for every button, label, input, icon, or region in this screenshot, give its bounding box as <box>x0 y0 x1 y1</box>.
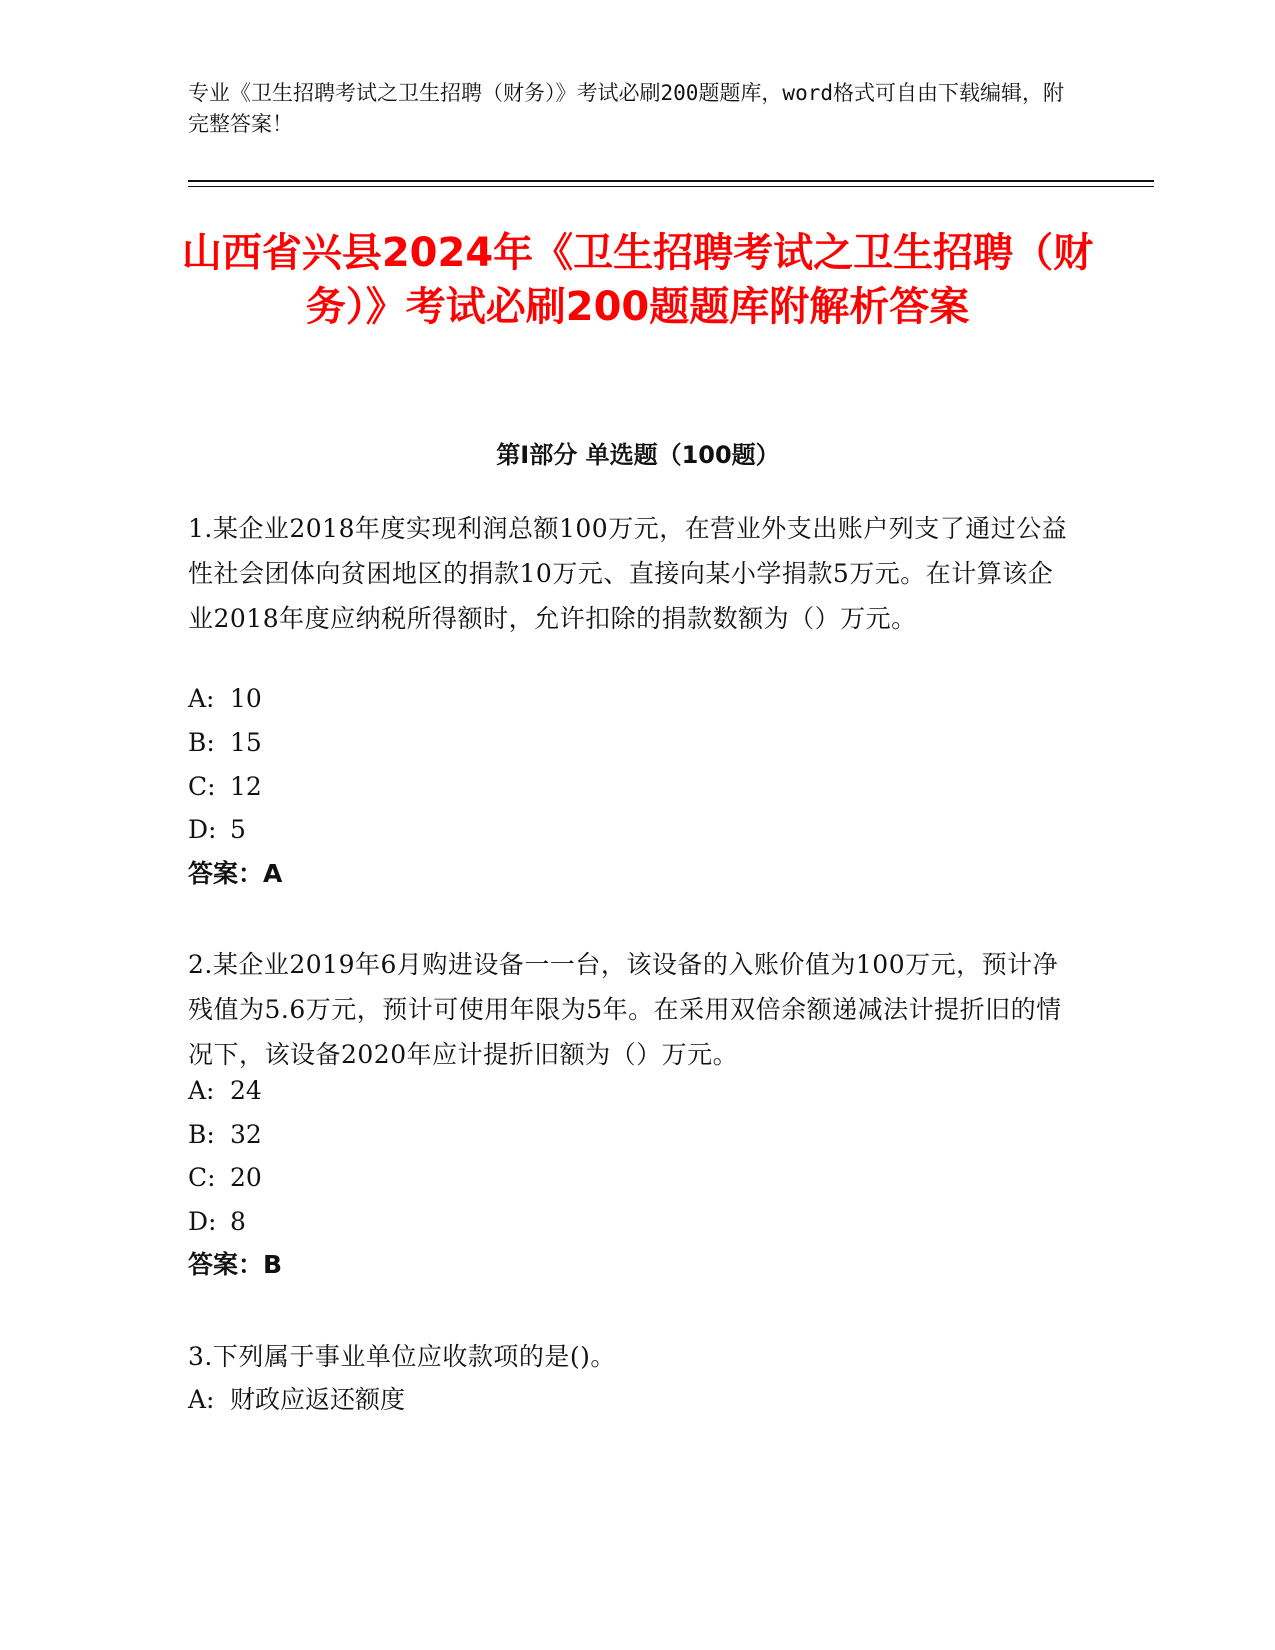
option-label: A: <box>188 1076 215 1105</box>
option-text: 20 <box>230 1163 262 1192</box>
option-text: 32 <box>230 1120 262 1149</box>
question-answer: 答案：A <box>188 859 283 888</box>
question-option <box>188 1383 1068 1417</box>
option-label: A: <box>188 1385 215 1414</box>
question-option <box>188 1161 1068 1195</box>
option-text: 10 <box>230 684 262 713</box>
option-text: 财政应返还额度 <box>230 1385 406 1414</box>
question-stem: 3.下列属于事业单位应收款项的是()。 <box>188 1342 616 1371</box>
option-label: B: <box>188 728 215 757</box>
question-option <box>188 813 1068 847</box>
option-text: 12 <box>230 772 262 801</box>
option-label: B: <box>188 1120 215 1149</box>
question-option <box>188 726 1068 760</box>
option-text: 24 <box>230 1076 262 1105</box>
question-stem: 2.某企业2019年6月购进设备一一台，该设备的入账价值为100万元，预计净残值为5.6万元，预计可使用年限为5年。在采用双倍余额递减法计提折旧的情况下，该设备2020年应计提折旧额为（）万元。 <box>188 950 1062 1069</box>
option-label: D: <box>188 1207 217 1236</box>
option-text: 5 <box>230 815 246 844</box>
option-text: 15 <box>230 728 262 757</box>
question-option <box>188 770 1068 804</box>
option-label: C: <box>188 1163 216 1192</box>
question-option <box>188 682 1068 716</box>
question-option <box>188 1205 1068 1239</box>
question-answer: 答案：B <box>188 1250 283 1279</box>
section-title: 第Ⅰ部分 单选题（100题） <box>496 441 780 469</box>
header-note: 专业《卫生招聘考试之卫生招聘（财务）》考试必刷200题题库，word格式可自由下载编辑，附完整答案！ <box>188 81 1064 136</box>
question-option <box>188 1118 1068 1152</box>
question-stem: 1.某企业2018年度实现利润总额100万元，在营业外支出账户列支了通过公益性社会团体向贫困地区的捐款10万元、直接向某小学捐款5万元。在计算该企业2018年度应纳税所得额时，允许扣除的捐款数额为（）万元。 <box>188 514 1068 633</box>
option-text: 8 <box>230 1207 246 1236</box>
header-divider-thin <box>188 186 1154 187</box>
option-label: A: <box>188 684 215 713</box>
document-title: 山西省兴县2024年《卫生招聘考试之卫生招聘（财务）》考试必刷200题题库附解析答案 <box>181 230 1094 330</box>
option-label: D: <box>188 815 217 844</box>
question-option <box>188 1074 1068 1108</box>
option-label: C: <box>188 772 216 801</box>
header-divider <box>188 180 1154 182</box>
